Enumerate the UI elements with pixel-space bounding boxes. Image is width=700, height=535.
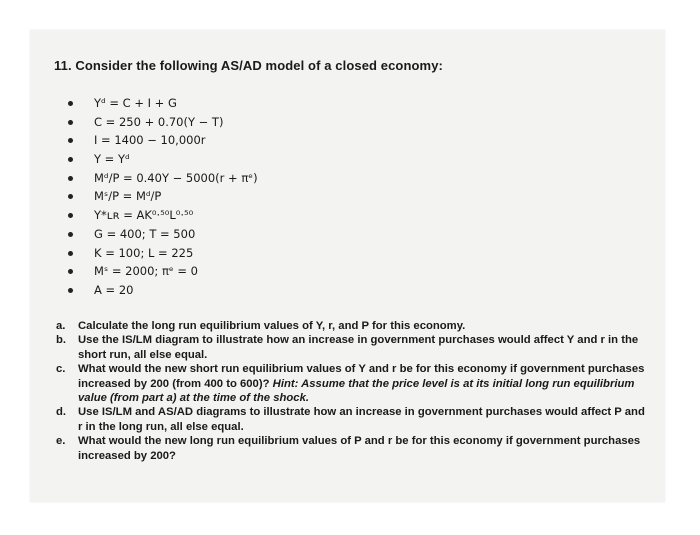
- bullet-icon: [68, 101, 73, 106]
- question-part-d: [52, 405, 652, 434]
- equation-item: [68, 206, 258, 225]
- part-text: What would the new short run equilibrium values of Y and r be for this economy if government purchases increased by 200 (from 400 to 600)?: [78, 363, 645, 390]
- equation-item: [68, 94, 258, 113]
- equation-item: [68, 150, 258, 169]
- equation-item: [68, 281, 258, 300]
- equation-text: I = 1400 − 10,000r: [94, 133, 206, 148]
- question-part-c: [52, 362, 652, 405]
- bullet-icon: [68, 194, 73, 199]
- part-letter: b.: [56, 334, 67, 347]
- equation-item: [68, 169, 258, 188]
- part-text: What would the new long run equilibrium values of P and r be for this economy if government purchases increased by 200?: [78, 435, 641, 462]
- question-parts: [52, 319, 652, 463]
- part-letter: e.: [56, 435, 66, 448]
- equation-text: Yᵈ = C + I + G: [94, 96, 177, 110]
- equation-list: [68, 94, 258, 300]
- bullet-icon: [68, 288, 73, 293]
- question-part-b: [52, 333, 652, 362]
- bullet-icon: [68, 213, 73, 218]
- equation-text: A = 20: [94, 282, 134, 297]
- equation-item: [68, 244, 258, 263]
- bullet-icon: [68, 176, 73, 181]
- equation-text: G = 400; T = 500: [94, 226, 196, 241]
- bullet-icon: [68, 138, 73, 143]
- equation-item: [68, 131, 258, 150]
- bullet-icon: [68, 120, 73, 125]
- equation-text: C = 250 + 0.70(Y − T): [94, 114, 224, 129]
- equation-text: Mˢ/P = Mᵈ/P: [94, 189, 162, 204]
- equation-item: [68, 113, 258, 132]
- question-title: 11. Consider the following AS/AD model of a closed economy:: [54, 58, 443, 73]
- question-part-a: [52, 319, 652, 333]
- equation-text: Y = Yᵈ: [94, 152, 130, 167]
- question-part-e: [52, 434, 652, 463]
- bullet-icon: [68, 232, 73, 237]
- equation-text: Mᵈ/P = 0.40Y − 5000(r + πᵉ): [94, 170, 258, 185]
- bullet-icon: [68, 269, 73, 274]
- equation-text: Mˢ = 2000; πᵉ = 0: [94, 264, 198, 279]
- part-text: Calculate the long run equilibrium values of Y, r, and P for this economy.: [78, 320, 466, 332]
- equation-item: [68, 187, 258, 206]
- part-text: Use IS/LM and AS/AD diagrams to illustrate how an increase in government purchases would affect P and r in the long run, all else equal.: [78, 406, 645, 433]
- part-hint: Hint: Assume that the price level is at its initial long run equilibrium value (from part a) at the time of the shock.: [78, 377, 635, 405]
- part-text: Use the IS/LM diagram to illustrate how an increase in government purchases would affect Y and r in the short run, all else equal.: [78, 334, 639, 361]
- part-letter: d.: [56, 406, 67, 419]
- part-letter: c.: [56, 363, 66, 376]
- equation-text: Y*ʟʀ = AK⁰·⁵⁰L⁰·⁵⁰: [94, 208, 194, 223]
- question-sheet: [30, 30, 665, 502]
- bullet-icon: [68, 251, 73, 256]
- equation-item: [68, 262, 258, 281]
- equation-item: [68, 225, 258, 244]
- bullet-icon: [68, 157, 73, 162]
- equation-text: K = 100; L = 225: [94, 245, 194, 260]
- part-letter: a.: [56, 320, 66, 332]
